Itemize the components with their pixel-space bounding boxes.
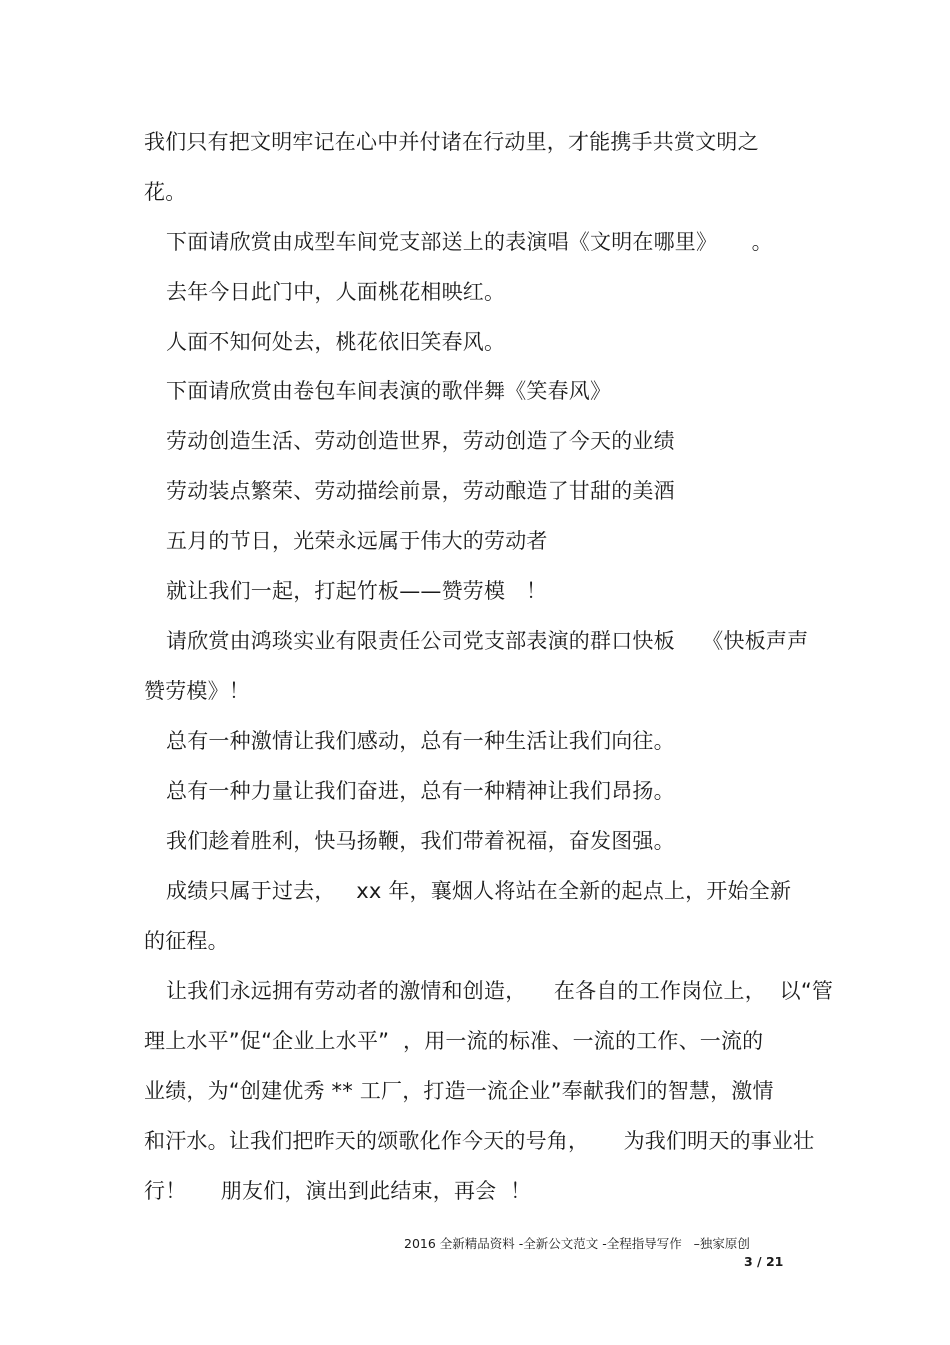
text-line: 下面请欣赏由成型车间党支部送上的表演唱《文明在哪里》 。 [166,230,773,254]
text-line: 就让我们一起，打起竹板——赞劳模 ！ [166,579,548,603]
text-line: 五月的节日，光荣永远属于伟大的劳动者 [166,529,548,553]
text-line: 的征程。 [144,929,229,953]
text-line: 我们趁着胜利，快马扬鞭，我们带着祝福，奋发图强。 [166,829,675,853]
text-line: 赞劳模》！ [144,679,250,703]
footer-caption: 2016 全新精品资料 -全新公文范文 -全程指导写作 –独家原创 [404,1236,750,1251]
text-line: 行！ 朋友们，演出到此结束，再会 ！ [144,1179,532,1203]
text-line: 业绩，为“创建优秀 ** 工厂，打造一流企业”奉献我们的智慧，激情 [144,1079,774,1103]
text-line: 去年今日此门中，人面桃花相映红。 [166,280,506,304]
text-line: 理上水平”促“企业上水平” ，用一流的标准、一流的工作、一流的 [144,1029,764,1053]
text-line: 总有一种力量让我们奋进，总有一种精神让我们昂扬。 [166,779,675,803]
text-line: 下面请欣赏由卷包车间表演的歌伴舞《笑春风》 [166,379,612,403]
text-line: 劳动装点繁荣、劳动描绘前景，劳动酿造了甘甜的美酒 [166,479,675,503]
text-line: 劳动创造生活、劳动创造世界，劳动创造了今天的业绩 [166,429,675,453]
text-line: 我们只有把文明牢记在心中并付诸在行动里，才能携手共赏文明之 [144,130,759,154]
text-line: 人面不知何处去，桃花依旧笑春风。 [166,330,506,354]
text-line: 总有一种激情让我们感动，总有一种生活让我们向往。 [166,729,675,753]
text-line: 成绩只属于过去， xx 年，襄烟人将站在全新的起点上，开始全新 [166,879,792,903]
page-number: 3 / 21 [744,1254,784,1269]
text-line: 让我们永远拥有劳动者的激情和创造， 在各自的工作岗位上， 以“管 [166,979,834,1003]
text-line: 请欣赏由鸿琰实业有限责任公司党支部表演的群口快板 《快板声声 [166,629,809,653]
text-line: 和汗水。让我们把昨天的颂歌化作今天的号角， 为我们明天的事业壮 [144,1129,815,1153]
text-line: 花。 [144,180,187,204]
